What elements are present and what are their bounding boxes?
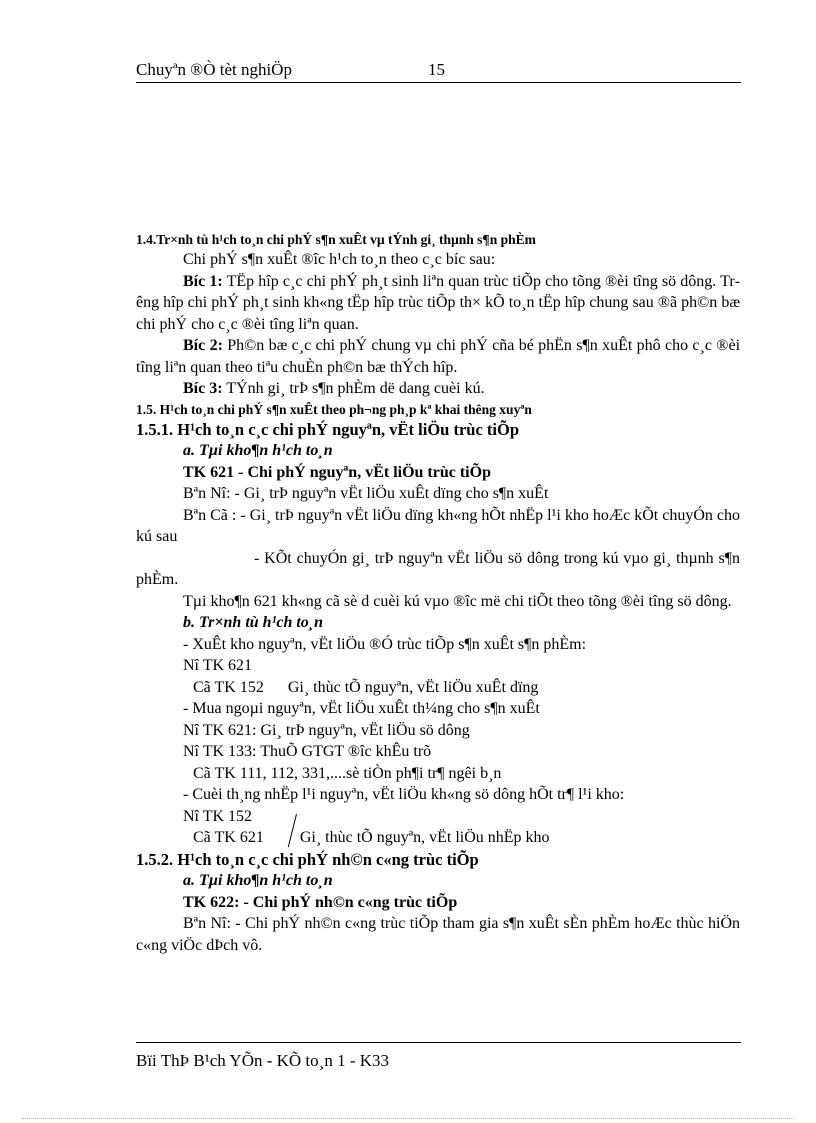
- document-body: [136, 230, 740, 956]
- step-text: Ph©n bæ c¸c chi phÝ chung vµ chi phÝ cña bé phËn s¶n xuÊt phô cho c¸c ®èi tîng liªn quan theo tiªu chuÈn ph©n bæ thÝch hîp.: [136, 337, 741, 376]
- paragraph: - XuÊt kho nguyªn, vËt liÖu ®Ó trùc tiÕp s¶n xuÊt s¶n phÈm:: [183, 635, 587, 653]
- step-text: TÝnh gi¸ trÞ s¶n phÈm dë dang cuèi kú.: [222, 380, 485, 397]
- paragraph: Bªn Nî: - Gi¸ trÞ nguyªn vËt liÖu xuÊt dïng cho s¶n xuÊt: [183, 485, 549, 502]
- paragraph: - Mua ngoµi nguyªn, vËt liÖu xuÊt th¼ng cho s¶n xuÊt: [183, 700, 540, 717]
- account-title: TK 621 - Chi phÝ nguyªn, vËt liÖu trùc tiÕp: [183, 463, 491, 481]
- page-edge-divider: [22, 1118, 794, 1119]
- sub-heading: b. Tr×nh tù h¹ch to¸n: [183, 614, 324, 631]
- sub-heading: a. Tµi kho¶n h¹ch to¸n: [183, 442, 333, 459]
- paragraph: Bªn Cã : - Gi¸ trÞ nguyªn vËt liÖu dïng kh«ng hÕt nhËp l¹i kho hoÆc kÕt chuyÓn cho kú sau: [136, 506, 740, 545]
- paragraph: Chi phÝ s¶n xuÊt ®îc h¹ch to¸n theo c¸c bíc sau:: [183, 251, 496, 268]
- page-footer: [136, 1042, 741, 1071]
- journal-entry-group: [136, 806, 740, 849]
- subsection-heading: 1.5.1. H¹ch to¸n c¸c chi phÝ nguyªn, vËt liÖu trùc tiÕp: [136, 419, 520, 439]
- sub-heading: a. Tµi kho¶n h¹ch to¸n: [183, 872, 333, 889]
- paragraph: [136, 548, 740, 591]
- paragraph: - Cuèi th¸ng nhËp l¹i nguyªn, vËt liÖu kh«ng sö dông hÕt tr¶ l¹i kho:: [183, 786, 625, 803]
- journal-entry: Cã TK 152 Gi¸ thùc tÕ nguyªn, vËt liÖu xuÊt dïng: [193, 678, 539, 696]
- section-heading: 1.5. H¹ch to¸n chi phÝ s¶n xuÊt theo ph¬ng ph¸p kª khai thêng xuyªn: [136, 401, 532, 417]
- subsection-heading: 1.5.2. H¹ch to¸n c¸c chi phÝ nh©n c«ng trùc tiÕp: [136, 849, 479, 869]
- step-text: TËp hîp c¸c chi phÝ ph¸t sinh liªn quan trùc tiÕp cho tõng ®èi tîng sö dông. Trêng hîp chi phÝ ph¸t sinh kh«ng tËp hîp trùc tiÕp th× kÕ to¸n tËp hîp chung sau ®ã ph©n bæ chi phÝ cho c¸c ®èi tîng liªn quan.: [136, 272, 741, 333]
- journal-entry: Nî TK 152: [183, 807, 253, 825]
- page-number: 15: [428, 60, 445, 79]
- header-title: Chuyªn ®Ò tèt nghiÖp: [136, 60, 292, 79]
- footer-author: Bïi ThÞ B¹ch YÕn - KÕ to¸n 1 - K33: [136, 1051, 390, 1070]
- step-label: Bíc 2:: [183, 337, 223, 354]
- paragraph: Tµi kho¶n 621 kh«ng cã sè d cuèi kú vµo ®îc më chi tiÕt theo tõng ®èi tîng sö dông.: [183, 592, 732, 610]
- journal-entry: Nî TK 133: ThuÕ GTGT ®îc khÊu trõ: [183, 743, 432, 760]
- journal-entry: Cã TK 111, 112, 331,....sè tiÒn ph¶i tr¶ ngêi b¸n: [193, 764, 502, 782]
- paragraph: [136, 271, 740, 336]
- paragraph: [136, 335, 740, 378]
- paragraph: [136, 378, 740, 400]
- paragraph: Bªn Nî: - Chi phÝ nh©n c«ng trùc tiÕp tham gia s¶n xuÊt sÈn phÈm hoÆc thùc hiÖn c«ng viÖc dÞch vô.: [136, 915, 740, 954]
- journal-entry: Cã TK 621 Gi¸ thùc tÕ nguyªn, vËt liÖu nhËp kho: [193, 829, 550, 846]
- page-header: [136, 58, 741, 83]
- section-heading: 1.4.Tr×nh tù h¹ch to¸n chi phÝ s¶n xuÊt vµ tÝnh gi¸ thµnh s¶n phÈm: [136, 232, 536, 247]
- journal-entry: Nî TK 621: [183, 657, 253, 674]
- journal-entry: Nî TK 621: Gi¸ trÞ nguyªn, vËt liÖu sö dông: [183, 721, 470, 739]
- account-title: TK 622: - Chi phÝ nh©n c«ng trùc tiÕp: [183, 893, 458, 911]
- step-label: Bíc 1:: [183, 272, 223, 290]
- paragraph-text: - KÕt chuyÓn gi¸ trÞ nguyªn vËt liÖu sö dông trong kú vµo gi¸ thµnh s¶n phÈm.: [136, 549, 740, 588]
- step-label: Bíc 3:: [183, 380, 223, 397]
